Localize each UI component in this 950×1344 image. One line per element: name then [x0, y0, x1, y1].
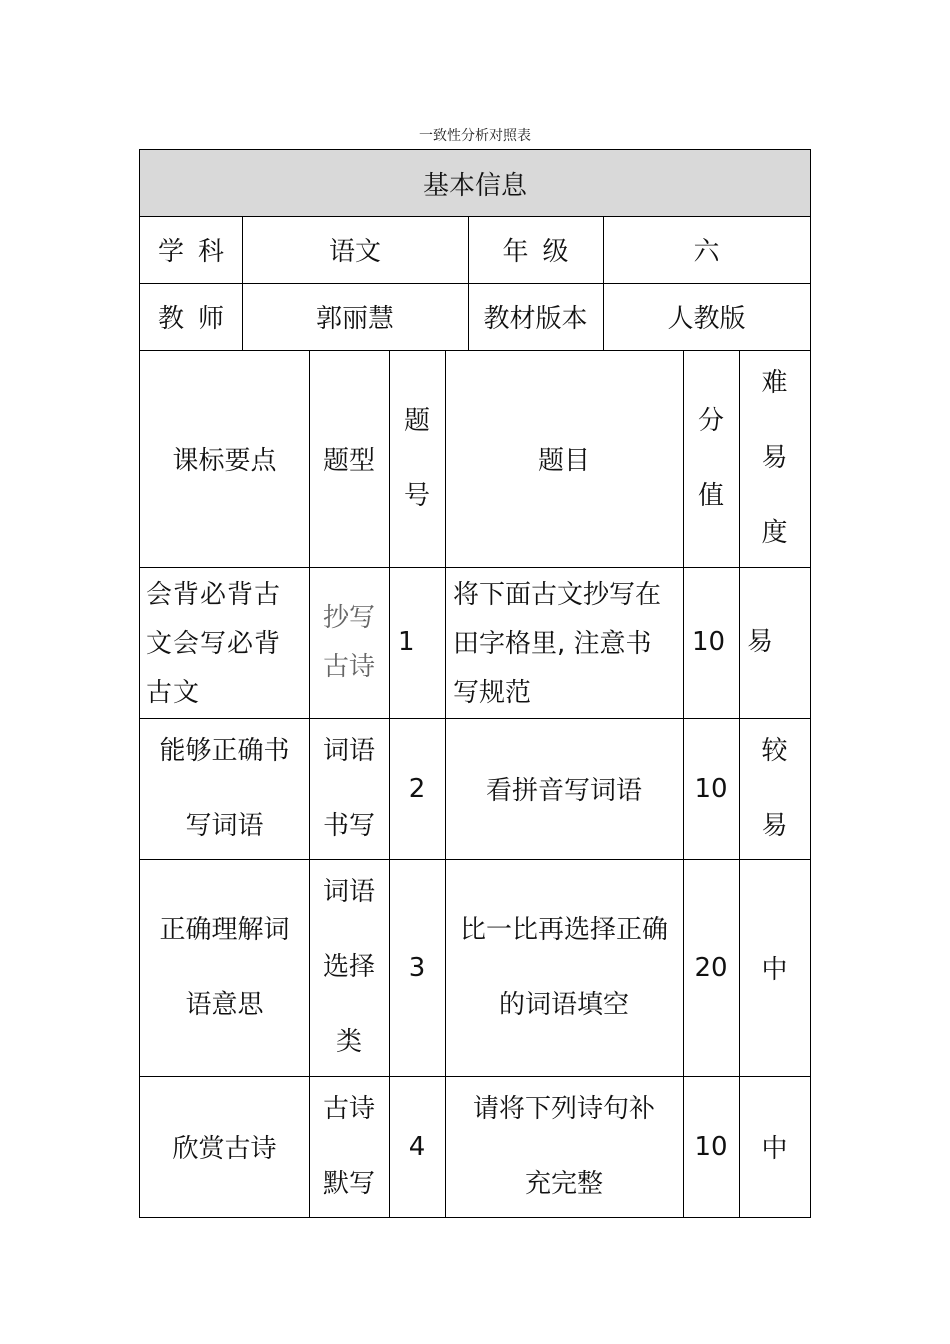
basic-info-title: 基本信息 — [422, 170, 527, 201]
edition-label-cell — [468, 283, 603, 350]
teacher-label: 教师 — [157, 304, 238, 334]
row1-question: 将下面古文抄写在田字格里, 注意书写规范 — [453, 580, 662, 708]
row2-standard: 能够正确书写词语 — [159, 735, 290, 841]
row4-question: 请将下列诗句补充完整 — [472, 1093, 655, 1199]
subject-value: 语文 — [328, 237, 381, 267]
row1-score: 10 — [692, 627, 726, 657]
row4-difficulty: 中 — [761, 1134, 788, 1164]
row3-type: 词语选择类 — [322, 877, 375, 1057]
row1-number: 1 — [398, 627, 415, 657]
row3-number: 3 — [408, 952, 426, 983]
row1-type: 抄写古诗 — [322, 602, 375, 682]
row4-type: 古诗默写 — [322, 1093, 375, 1199]
row1-standard: 会背必背古文会写必背古文 — [146, 580, 282, 708]
edition-value: 人教版 — [667, 304, 746, 334]
row2-score: 10 — [694, 773, 728, 804]
col-header-question: 题目 — [537, 446, 590, 476]
grade-value: 六 — [693, 237, 720, 267]
row4-score: 10 — [694, 1131, 728, 1162]
subject-value-cell — [242, 216, 468, 283]
teacher-value-cell — [242, 283, 468, 350]
subject-label: 学科 — [157, 237, 238, 267]
grade-value-cell — [603, 216, 810, 283]
row4-number: 4 — [408, 1131, 426, 1162]
row3-score: 20 — [694, 952, 728, 983]
row2-difficulty: 较易 — [761, 735, 788, 841]
row2-number: 2 — [408, 773, 426, 804]
col-header-number: 题号 — [403, 405, 430, 511]
col-header-score: 分值 — [697, 405, 724, 511]
teacher-value: 郭丽慧 — [315, 304, 394, 334]
col-header-difficulty: 难易度 — [761, 368, 788, 548]
row4-standard: 欣赏古诗 — [172, 1134, 277, 1164]
subject-label-cell — [140, 216, 242, 283]
row3-standard: 正确理解词语意思 — [159, 914, 290, 1020]
col-header-standard: 课标要点 — [172, 446, 277, 476]
grade-label: 年级 — [502, 237, 583, 267]
row1-difficulty: 易 — [747, 627, 774, 657]
document-title: 一致性分析对照表 — [419, 128, 531, 144]
edition-value-cell — [603, 283, 810, 350]
col-header-type: 题型 — [322, 446, 375, 476]
row3-difficulty: 中 — [761, 955, 788, 985]
grade-label-cell — [468, 216, 603, 283]
basic-info-header — [140, 150, 810, 216]
row2-type: 词语书写 — [322, 735, 375, 841]
edition-label: 教材版本 — [483, 304, 588, 334]
row2-question: 看拼音写词语 — [485, 776, 642, 806]
teacher-label-cell — [140, 283, 242, 350]
row3-question: 比一比再选择正确的词语填空 — [459, 914, 668, 1020]
